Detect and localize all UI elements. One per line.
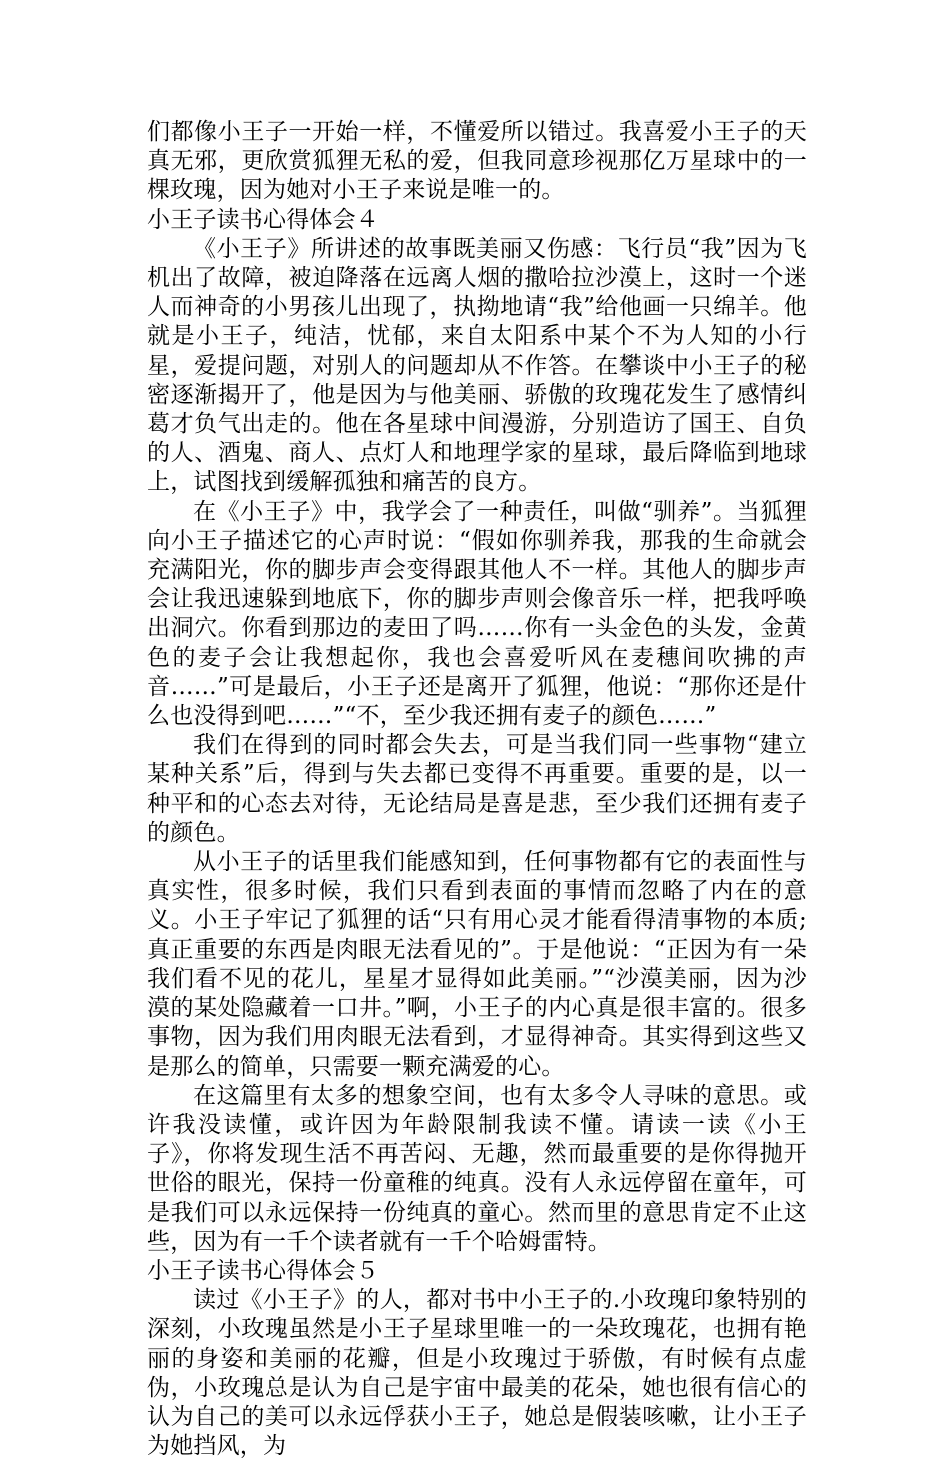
document-body bbox=[147, 118, 807, 1461]
section-heading-5: 小王子读书心得体会５ bbox=[147, 1257, 379, 1284]
paragraph: 在这篇里有太多的想象空间，也有太多令人寻味的意思。或许我没读懂，或许因为年龄限制我读不懂。请读一读《小王子》，你将发现生活不再苦闷、无趣，然而最重要的是你得抛开世俗的眼光，保持一份童稚的纯真。没有人永远停留在童年，可是我们可以永远保持一份纯真的童心。然而里的意思肯定不止这些，因为有一千个读者就有一千个哈姆雷特。 bbox=[147, 1082, 807, 1255]
paragraph-continued: 们都像小王子一开始一样，不懂爱所以错过。我喜爱小王子的天真无邪，更欣赏狐狸无私的爱，但我同意珍视那亿万星球中的一棵玫瑰，因为她对小王子来说是唯一的。 bbox=[147, 119, 807, 204]
section-heading-4: 小王子读书心得体会４ bbox=[147, 206, 379, 233]
paragraph: 从小王子的话里我们能感知到，任何事物都有它的表面性与真实性，很多时候，我们只看到表面的事情而忽略了内在的意义。小王子牢记了狐狸的话“只有用心灵才能看得清事物的本质;真正重要的东西是肉眼无法看见的”。于是他说：“正因为有一朵我们看不见的花儿，星星才显得如此美丽。”“沙漠美丽，因为沙漠的某处隐藏着一口井。”啊，小王子的内心真是很丰富的。很多事物，因为我们用肉眼无法看到，才显得神奇。其实得到这些又是那么的简单，只需要一颗充满爱的心。 bbox=[147, 849, 807, 1080]
paragraph: 读过《小王子》的人，都对书中小王子的.小玫瑰印象特别的深刻，小玫瑰虽然是小王子星球里唯一的一朵玫瑰花，也拥有艳丽的身姿和美丽的花瓣，但是小玫瑰过于骄傲，有时候有点虚伪，小玫瑰总是认为自己是宇宙中最美的花朵，她也很有信心的认为自己的美可以永远俘获小王子，她总是假装咳嗽，让小王子为她挡风，为 bbox=[147, 1287, 807, 1460]
paragraph: 《小王子》所讲述的故事既美丽又伤感：飞行员“我”因为飞机出了故障，被迫降落在远离人烟的撒哈拉沙漠上，这时一个迷人而神奇的小男孩儿出现了，执拗地请“我”给他画一只绵羊。他就是小王子，纯洁，忧郁，来自太阳系中某个不为人知的小行星，爱提问题，对别人的问题却从不作答。在攀谈中小王子的秘密逐渐揭开了，他是因为与他美丽、骄傲的玫瑰花发生了感情纠葛才负气出走的。他在各星球中间漫游，分别造访了国王、自负的人、酒鬼、商人、点灯人和地理学家的星球，最后降临到地球上，试图找到缓解孤独和痛苦的良方。 bbox=[147, 235, 807, 496]
paragraph: 我们在得到的同时都会失去，可是当我们同一些事物“建立某种关系”后，得到与失去都已变得不再重要。重要的是，以一种平和的心态去对待，无论结局是喜是悲，至少我们还拥有麦子的颜色。 bbox=[147, 732, 807, 846]
paragraph: 在《小王子》中，我学会了一种责任，叫做“驯养”。当狐狸向小王子描述它的心声时说：“假如你驯养我，那我的生命就会充满阳光，你的脚步声会变得跟其他人不一样。其他人的脚步声会让我迅速躲到地底下，你的脚步声则会像音乐一样，把我呼唤出洞穴。你看到那边的麦田了吗……你有一头金色的头发，金黄色的麦子会让我想起你，我也会喜爱听风在麦穗间吹拂的声音……”可是最后，小王子还是离开了狐狸，他说：“那你还是什么也没得到吧……”“不，至少我还拥有麦子的颜色……” bbox=[147, 498, 807, 730]
